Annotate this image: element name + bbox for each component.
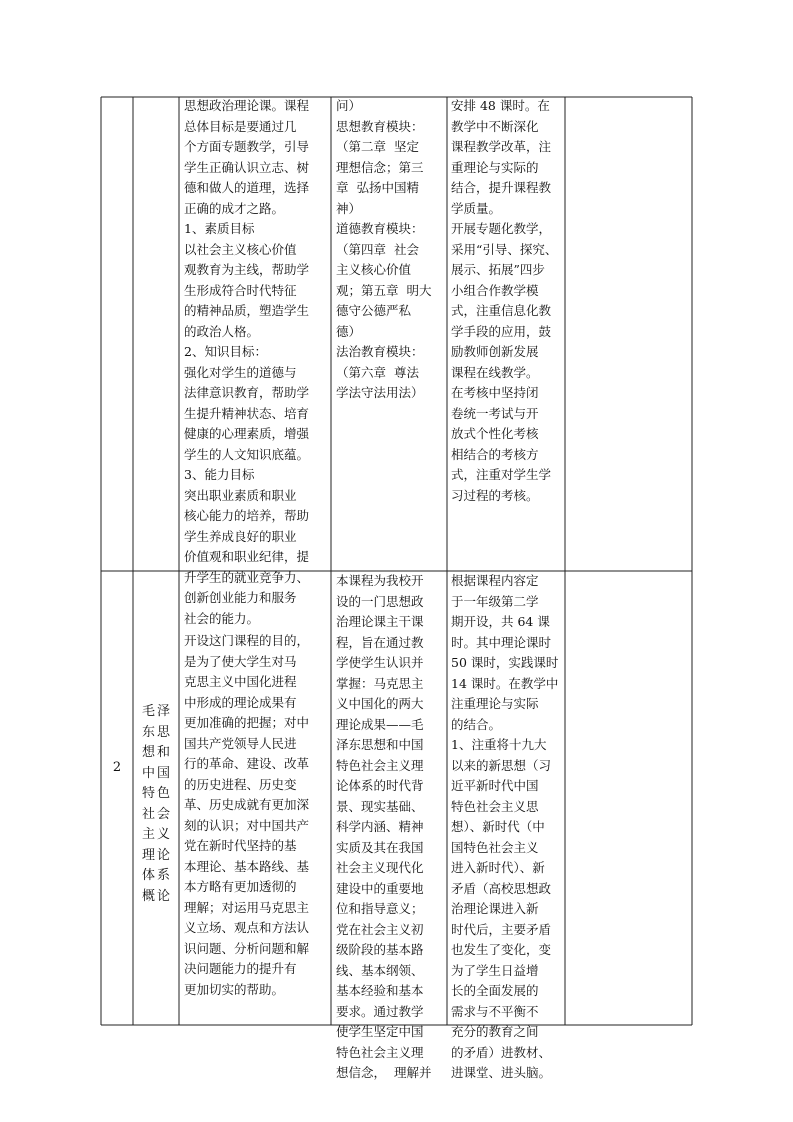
row1-content: 问） 思想教育模块： （第二章 坚定 理想信念；第三 章 弘扬中国精 神） 道德教育模块： （第四章 社会 主义核心价值 观；第五章 明大 德守公德严私 德） 法治教育模块： （第六章 尊法 学法守法用法） xyxy=(336,98,432,400)
row2-content: 本课程为我校开 设的一门思想政 治理论课主干课 程，旨在通过教 学使学生认识并 掌握：马克思主 义中国化的两大 理论成果——毛 泽东思想和中国 特色社会主义理 论体系的时代背 景、现实基础、 科学内涵、精神 实质及其在我国 社会主义现代化 建设中的重要地 位和指导意义； 党在社会主义初 级阶段的基本路 线、基本纲领、 基本经验和基本 要求。通过教学 使学生坚定中国 特色社会主义理 想信念， 理解并 xyxy=(336,573,432,1080)
row1-objectives: 思想政治理论课。课程 总体目标是要通过几 个方面专题教学，引导 学生正确认识立志、树 德和做人的道理，选择 正确的成才之路。 1、素质目标 以社会主义核心价值 观教育为主线，帮助学 生形成符合时代特征 的精神品质，塑造学生 的政治人格。 2、知识目标： 强化对学生的道德与 法律意识教育，帮助学 生提升精神状态、培育 健康的心理素质，增强 学生的人文知识底蕴。 3、能力目标 突出职业素质和职业 核心能力的培养，帮助 学生养成良好的职业 价值观和职业纪律，提 升学生的就业竞争力、 创新创业能力和服务 社会的能力。 xyxy=(184,98,310,626)
row2-course-name: 毛泽东思想和中国特色社会主义理论体系概论 xyxy=(141,704,172,904)
row2-number: 2 xyxy=(112,760,122,775)
row1-requirements: 安排 48 课时。在 教学中不断深化 课程教学改革，注 重理论与实际的 结合，提升课程教 学质量。 开展专题化教学， 采用“引导、探究、 展示、拓展”四步 小组合作教学模 式，注重信息化教 学手段的应用，鼓 励教师创新发展 课程在线教学。 在考核中坚持闭 卷统一考试与开 放式个性化考核 相结合的考核方 式，注重对学生学 习过程的考核。 xyxy=(451,98,558,503)
row2-requirements: 根据课程内容定 于一年级第二学 期开设，共 64 课 时。其中理论课时 50 课时，实践课时 14 课时。在教学中 注重理论与实际 的结合。 1、注重将十九大 以来的新思想（习 近平新时代中国 特色社会主义思 想）、新时代（中 国特色社会主义 进入新时代）、新 矛盾（高校思想政 治理论课进入新 时代后，主要矛盾 也发生了变化，变 为了学生日益增 长的全面发展的 需求与不平衡不 充分的教育之间 的矛盾）进教材、 进课堂、进头脑。 xyxy=(451,573,559,1080)
row2-objectives: 开设这门课程的目的， 是为了使大学生对马 克思主义中国化进程 中形成的理论成果有 更加准确的把握；对中 国共产党领导人民进 行的革命、建设、改革 的历史进程、历史变 革、历史成就有更加深 刻的认识；对中国共产 党在新时代坚持的基 本理论、基本路线、基 本方略有更加透彻的 理解；对运用马克思主 义立场、观点和方法认 识问题、分析问题和解 决问题能力的提升有 更加切实的帮助。 xyxy=(184,633,310,997)
